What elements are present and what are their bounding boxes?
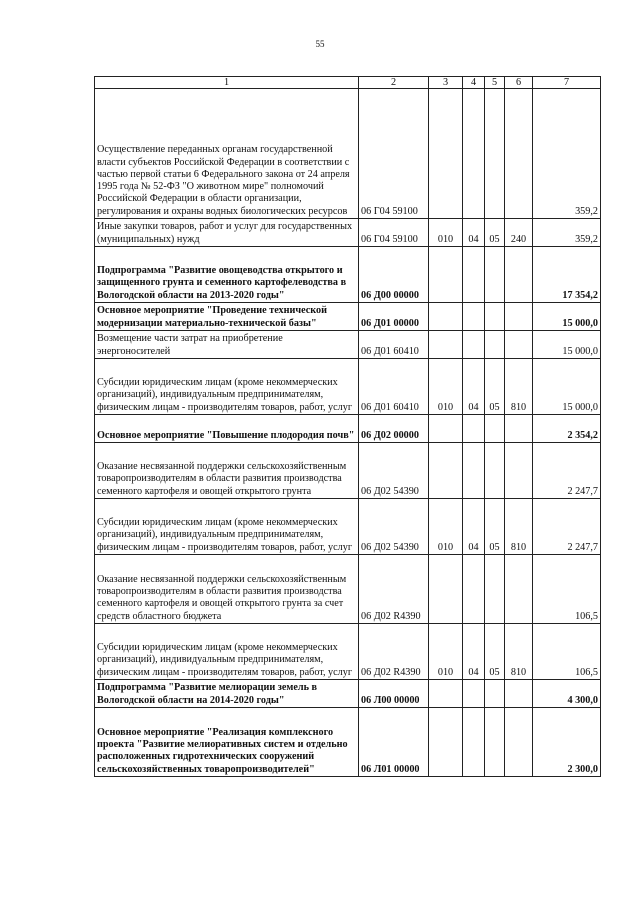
cell-name: Оказание несвязанной поддержки сельскохозяйственным товаропроизводителям в области развития производства семенного картофеля и овощей открытого грунта за счет средств областного бюджета [95, 555, 359, 624]
table-row [95, 555, 601, 624]
cell-code: 06 Д01 60410 [359, 331, 429, 359]
cell-c3 [429, 443, 463, 499]
cell-c6 [505, 415, 533, 443]
budget-table [94, 76, 601, 777]
table-row [95, 624, 601, 680]
cell-c4 [463, 680, 485, 708]
cell-name: Основное мероприятие "Реализация комплексного проекта "Развитие мелиоративных систем и отдельно расположенных гидротехнических сооружений сельскохозяйственных товаропроизводителей" [95, 708, 359, 777]
cell-c5 [485, 89, 505, 219]
cell-sum: 2 247,7 [533, 499, 601, 555]
cell-c5 [485, 303, 505, 331]
cell-c3 [429, 415, 463, 443]
column-header: 6 [505, 77, 533, 89]
cell-c6 [505, 555, 533, 624]
cell-c3: 010 [429, 624, 463, 680]
cell-c4 [463, 415, 485, 443]
cell-c3: 010 [429, 219, 463, 247]
cell-c3 [429, 680, 463, 708]
cell-c5: 05 [485, 624, 505, 680]
cell-c6 [505, 303, 533, 331]
cell-c3 [429, 555, 463, 624]
cell-c4: 04 [463, 624, 485, 680]
cell-name: Возмещение части затрат на приобретение энергоносителей [95, 331, 359, 359]
cell-sum: 359,2 [533, 89, 601, 219]
cell-c6 [505, 89, 533, 219]
cell-code: 06 Г04 59100 [359, 89, 429, 219]
cell-c5 [485, 415, 505, 443]
cell-c3 [429, 708, 463, 777]
cell-code: 06 Д02 R4390 [359, 624, 429, 680]
cell-name: Подпрограмма "Развитие мелиорации земель в Вологодской области на 2014-2020 годы" [95, 680, 359, 708]
cell-c5: 05 [485, 219, 505, 247]
cell-c6 [505, 443, 533, 499]
cell-c5 [485, 680, 505, 708]
cell-c4 [463, 708, 485, 777]
cell-sum: 2 354,2 [533, 415, 601, 443]
cell-name: Оказание несвязанной поддержки сельскохозяйственным товаропроизводителям в области развития производства семенного картофеля и овощей открытого грунта [95, 443, 359, 499]
page-number: 55 [315, 39, 325, 49]
cell-code: 06 Л00 00000 [359, 680, 429, 708]
cell-sum: 4 300,0 [533, 680, 601, 708]
cell-code: 06 Д01 00000 [359, 303, 429, 331]
table-row [95, 331, 601, 359]
table-header-row [95, 77, 601, 89]
cell-c3 [429, 331, 463, 359]
cell-name: Осуществление переданных органам государственной власти субъектов Российской Федерации в соответствии с частью первой статьи 6 Федерального закона от 24 апреля 1995 года № 52-ФЗ "О животном мире" полномочий Российской Федерации в области организации, регулирования и охраны водных биологических ресурсов [95, 89, 359, 219]
table-row [95, 89, 601, 219]
cell-code: 06 Д02 54390 [359, 443, 429, 499]
cell-c4 [463, 331, 485, 359]
cell-c5 [485, 331, 505, 359]
table-row [95, 415, 601, 443]
cell-name: Субсидии юридическим лицам (кроме некоммерческих организаций), индивидуальным предпринимателям, физическим лицам - производителям товаров, работ, услуг [95, 359, 359, 415]
cell-c6 [505, 247, 533, 303]
column-header: 2 [359, 77, 429, 89]
table-row [95, 499, 601, 555]
table-row [95, 303, 601, 331]
cell-c5 [485, 247, 505, 303]
cell-c5 [485, 708, 505, 777]
cell-sum: 15 000,0 [533, 359, 601, 415]
cell-name: Субсидии юридическим лицам (кроме некоммерческих организаций), индивидуальным предпринимателям, физическим лицам - производителям товаров, работ, услуг [95, 624, 359, 680]
cell-c3 [429, 89, 463, 219]
cell-c3: 010 [429, 499, 463, 555]
column-header: 5 [485, 77, 505, 89]
cell-sum: 15 000,0 [533, 331, 601, 359]
cell-c6: 810 [505, 499, 533, 555]
cell-sum: 106,5 [533, 624, 601, 680]
cell-code: 06 Г04 59100 [359, 219, 429, 247]
cell-c4: 04 [463, 499, 485, 555]
cell-c4 [463, 89, 485, 219]
cell-code: 06 Д02 R4390 [359, 555, 429, 624]
cell-sum: 15 000,0 [533, 303, 601, 331]
cell-sum: 359,2 [533, 219, 601, 247]
column-header: 4 [463, 77, 485, 89]
cell-c5: 05 [485, 359, 505, 415]
cell-name: Основное мероприятие "Повышение плодородия почв" [95, 415, 359, 443]
cell-c5 [485, 555, 505, 624]
cell-c4 [463, 303, 485, 331]
cell-c4 [463, 443, 485, 499]
table-row [95, 680, 601, 708]
cell-c6: 810 [505, 624, 533, 680]
table-row [95, 359, 601, 415]
column-header: 3 [429, 77, 463, 89]
cell-sum: 106,5 [533, 555, 601, 624]
cell-sum: 2 300,0 [533, 708, 601, 777]
cell-sum: 17 354,2 [533, 247, 601, 303]
table-row [95, 247, 601, 303]
cell-c4: 04 [463, 219, 485, 247]
column-header: 1 [95, 77, 359, 89]
cell-name: Подпрограмма "Развитие овощеводства открытого и защищенного грунта и семенного картофелеводства в Вологодской области на 2013-2020 годы" [95, 247, 359, 303]
cell-c4: 04 [463, 359, 485, 415]
cell-c4 [463, 247, 485, 303]
cell-code: 06 Д01 60410 [359, 359, 429, 415]
table-row [95, 219, 601, 247]
column-header: 7 [533, 77, 601, 89]
cell-c5: 05 [485, 499, 505, 555]
cell-name: Субсидии юридическим лицам (кроме некоммерческих организаций), индивидуальным предпринимателям, физическим лицам - производителям товаров, работ, услуг [95, 499, 359, 555]
cell-c6 [505, 708, 533, 777]
cell-c3: 010 [429, 359, 463, 415]
cell-c6: 810 [505, 359, 533, 415]
table-row [95, 708, 601, 777]
cell-name: Иные закупки товаров, работ и услуг для государственных (муниципальных) нужд [95, 219, 359, 247]
cell-c3 [429, 303, 463, 331]
cell-c5 [485, 443, 505, 499]
cell-name: Основное мероприятие "Проведение технической модернизации материально-технической базы" [95, 303, 359, 331]
cell-code: 06 Д02 54390 [359, 499, 429, 555]
cell-c6: 240 [505, 219, 533, 247]
cell-sum: 2 247,7 [533, 443, 601, 499]
cell-c4 [463, 555, 485, 624]
cell-c3 [429, 247, 463, 303]
cell-c6 [505, 331, 533, 359]
cell-c6 [505, 680, 533, 708]
table-row [95, 443, 601, 499]
cell-code: 06 Д00 00000 [359, 247, 429, 303]
cell-code: 06 Л01 00000 [359, 708, 429, 777]
cell-code: 06 Д02 00000 [359, 415, 429, 443]
